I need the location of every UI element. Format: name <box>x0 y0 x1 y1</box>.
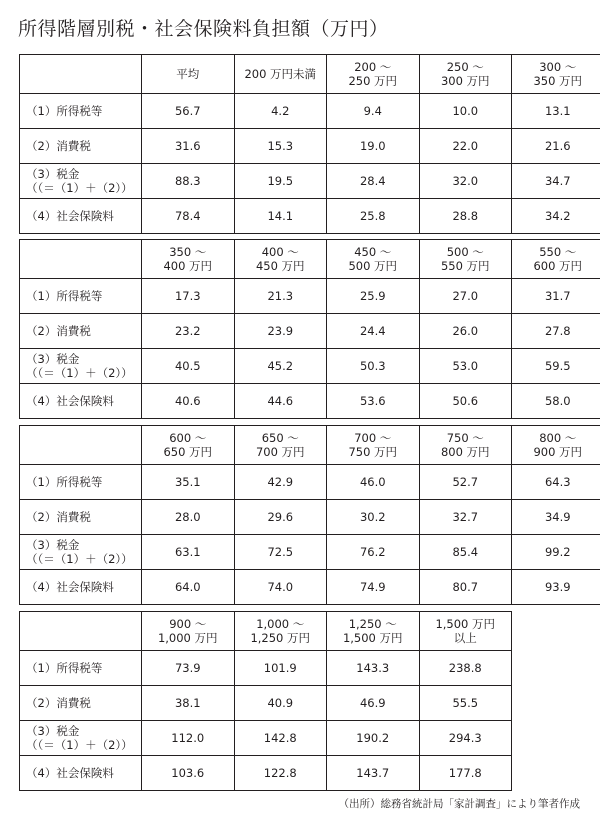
value-cell: 143.3 <box>327 651 420 686</box>
column-header <box>234 426 327 465</box>
value-cell: 40.9 <box>234 686 327 721</box>
row-label: （1）所得税等 <box>20 651 142 686</box>
row-label: （4）社会保険料 <box>20 756 142 791</box>
row-label: （2）消費税 <box>20 129 142 164</box>
column-header-line: 1,500 万円 <box>342 631 403 645</box>
column-header-line: 1,500 万円 <box>435 617 496 631</box>
row-label-line: （（＝（1）＋（2）） <box>26 552 133 566</box>
row-label <box>20 164 142 199</box>
column-header-line: 以上 <box>453 631 477 645</box>
column-header <box>142 612 235 651</box>
row-label <box>20 349 142 384</box>
value-cell: 64.3 <box>512 465 600 500</box>
value-cell: 46.0 <box>327 465 420 500</box>
row-label-line: （（＝（1）＋（2）） <box>26 738 133 752</box>
value-cell: 122.8 <box>234 756 327 791</box>
column-header-line: 900 万円 <box>533 445 583 459</box>
column-header-line: 750 〜 <box>446 431 484 445</box>
column-header <box>327 612 420 651</box>
value-cell: 28.8 <box>419 199 512 234</box>
table-row <box>20 199 600 234</box>
table-row <box>20 686 512 721</box>
column-header <box>327 426 420 465</box>
value-cell: 85.4 <box>419 535 512 570</box>
value-cell: 13.1 <box>512 94 600 129</box>
value-cell: 177.8 <box>419 756 512 791</box>
value-cell: 99.2 <box>512 535 600 570</box>
table-row <box>20 535 600 570</box>
value-cell: 190.2 <box>327 721 420 756</box>
column-header-line: 800 〜 <box>539 431 577 445</box>
row-label: （2）消費税 <box>20 500 142 535</box>
table-row <box>20 94 600 129</box>
value-cell: 101.9 <box>234 651 327 686</box>
column-header <box>234 612 327 651</box>
table-row <box>20 384 600 419</box>
row-label <box>20 535 142 570</box>
value-cell: 80.7 <box>419 570 512 605</box>
value-cell: 17.3 <box>142 279 235 314</box>
value-cell: 26.0 <box>419 314 512 349</box>
value-cell: 59.5 <box>512 349 600 384</box>
value-cell: 19.0 <box>327 129 420 164</box>
column-header-line: 平均 <box>176 67 200 81</box>
value-cell: 15.3 <box>234 129 327 164</box>
table-row <box>20 721 512 756</box>
value-cell: 40.5 <box>142 349 235 384</box>
column-header-line: 450 〜 <box>354 245 392 259</box>
row-label: （1）所得税等 <box>20 279 142 314</box>
column-header-line: 650 万円 <box>163 445 213 459</box>
column-header <box>419 612 512 651</box>
column-header-line: 550 万円 <box>440 259 490 273</box>
table-row <box>20 279 600 314</box>
value-cell: 34.2 <box>512 199 600 234</box>
income-table-1 <box>19 54 600 234</box>
column-header-line: 600 万円 <box>533 259 583 273</box>
column-header <box>327 55 420 94</box>
column-header <box>512 426 600 465</box>
value-cell: 4.2 <box>234 94 327 129</box>
column-header <box>419 55 512 94</box>
value-cell: 27.8 <box>512 314 600 349</box>
row-label-line: （（＝（1）＋（2）） <box>26 366 133 380</box>
row-label: （1）所得税等 <box>20 465 142 500</box>
table-row <box>20 314 600 349</box>
value-cell: 73.9 <box>142 651 235 686</box>
row-label: （1）所得税等 <box>20 94 142 129</box>
value-cell: 294.3 <box>419 721 512 756</box>
column-header-line: 650 〜 <box>261 431 299 445</box>
column-header <box>142 426 235 465</box>
value-cell: 30.2 <box>327 500 420 535</box>
value-cell: 19.5 <box>234 164 327 199</box>
value-cell: 53.6 <box>327 384 420 419</box>
column-header <box>142 55 235 94</box>
page-title: 所得階層別税・社会保険料負担額（万円） <box>18 18 389 40</box>
value-cell: 238.8 <box>419 651 512 686</box>
table-row <box>20 570 600 605</box>
row-label-line: （（＝（1）＋（2）） <box>26 181 133 195</box>
column-header <box>234 55 327 94</box>
row-label <box>20 721 142 756</box>
row-label: （2）消費税 <box>20 686 142 721</box>
column-header-line: 300 万円 <box>440 74 490 88</box>
value-cell: 50.6 <box>419 384 512 419</box>
value-cell: 42.9 <box>234 465 327 500</box>
column-header-line: 350 万円 <box>533 74 583 88</box>
value-cell: 31.6 <box>142 129 235 164</box>
corner-cell <box>20 612 142 651</box>
value-cell: 76.2 <box>327 535 420 570</box>
value-cell: 112.0 <box>142 721 235 756</box>
source-note: （出所）総務省統計局「家計調査」により筆者作成 <box>338 798 580 810</box>
value-cell: 40.6 <box>142 384 235 419</box>
column-header-line: 1,250 〜 <box>348 617 397 631</box>
value-cell: 58.0 <box>512 384 600 419</box>
table-row <box>20 651 512 686</box>
column-header-line: 300 〜 <box>539 60 577 74</box>
corner-cell <box>20 426 142 465</box>
column-header-line: 700 万円 <box>255 445 305 459</box>
value-cell: 93.9 <box>512 570 600 605</box>
value-cell: 21.3 <box>234 279 327 314</box>
value-cell: 27.0 <box>419 279 512 314</box>
row-label: （4）社会保険料 <box>20 199 142 234</box>
column-header-line: 450 万円 <box>255 259 305 273</box>
column-header-line: 1,250 万円 <box>250 631 311 645</box>
column-header-line: 700 〜 <box>354 431 392 445</box>
column-header-line: 400 万円 <box>163 259 213 273</box>
column-header-line: 400 〜 <box>261 245 299 259</box>
value-cell: 72.5 <box>234 535 327 570</box>
value-cell: 25.9 <box>327 279 420 314</box>
corner-cell <box>20 55 142 94</box>
value-cell: 63.1 <box>142 535 235 570</box>
column-header-line: 500 万円 <box>348 259 398 273</box>
value-cell: 74.0 <box>234 570 327 605</box>
column-header-line: 250 〜 <box>446 60 484 74</box>
value-cell: 50.3 <box>327 349 420 384</box>
value-cell: 9.4 <box>327 94 420 129</box>
table-row <box>20 500 600 535</box>
column-header-line: 750 万円 <box>348 445 398 459</box>
row-label: （4）社会保険料 <box>20 570 142 605</box>
column-header-line: 1,000 〜 <box>256 617 305 631</box>
value-cell: 78.4 <box>142 199 235 234</box>
column-header-line: 500 〜 <box>446 245 484 259</box>
value-cell: 23.9 <box>234 314 327 349</box>
value-cell: 29.6 <box>234 500 327 535</box>
value-cell: 103.6 <box>142 756 235 791</box>
value-cell: 22.0 <box>419 129 512 164</box>
value-cell: 25.8 <box>327 199 420 234</box>
row-label: （2）消費税 <box>20 314 142 349</box>
column-header <box>419 240 512 279</box>
corner-cell <box>20 240 142 279</box>
value-cell: 34.9 <box>512 500 600 535</box>
value-cell: 10.0 <box>419 94 512 129</box>
value-cell: 31.7 <box>512 279 600 314</box>
column-header-line: 600 〜 <box>169 431 207 445</box>
column-header-line: 250 万円 <box>348 74 398 88</box>
table-row <box>20 129 600 164</box>
column-header-line: 550 〜 <box>539 245 577 259</box>
row-label-line: （3）税金 <box>26 167 80 181</box>
value-cell: 28.4 <box>327 164 420 199</box>
table-row <box>20 465 600 500</box>
column-header <box>142 240 235 279</box>
value-cell: 21.6 <box>512 129 600 164</box>
row-label-line: （3）税金 <box>26 724 80 738</box>
value-cell: 55.5 <box>419 686 512 721</box>
column-header-line: 1,000 万円 <box>157 631 218 645</box>
value-cell: 143.7 <box>327 756 420 791</box>
column-header <box>327 240 420 279</box>
value-cell: 34.7 <box>512 164 600 199</box>
income-table-3 <box>19 425 600 605</box>
column-header-line: 350 〜 <box>169 245 207 259</box>
value-cell: 142.8 <box>234 721 327 756</box>
income-table-2 <box>19 239 600 419</box>
row-label-line: （3）税金 <box>26 352 80 366</box>
column-header <box>512 55 600 94</box>
value-cell: 32.0 <box>419 164 512 199</box>
column-header-line: 900 〜 <box>169 617 207 631</box>
value-cell: 88.3 <box>142 164 235 199</box>
column-header <box>234 240 327 279</box>
value-cell: 45.2 <box>234 349 327 384</box>
income-table-4 <box>19 611 512 791</box>
row-label-line: （3）税金 <box>26 538 80 552</box>
table-row <box>20 164 600 199</box>
table-row <box>20 349 600 384</box>
table-row <box>20 756 512 791</box>
column-header-line: 200 万円未満 <box>244 67 317 81</box>
value-cell: 52.7 <box>419 465 512 500</box>
value-cell: 32.7 <box>419 500 512 535</box>
value-cell: 64.0 <box>142 570 235 605</box>
value-cell: 53.0 <box>419 349 512 384</box>
column-header <box>419 426 512 465</box>
value-cell: 24.4 <box>327 314 420 349</box>
column-header <box>512 240 600 279</box>
value-cell: 56.7 <box>142 94 235 129</box>
value-cell: 23.2 <box>142 314 235 349</box>
value-cell: 46.9 <box>327 686 420 721</box>
value-cell: 35.1 <box>142 465 235 500</box>
column-header-line: 800 万円 <box>440 445 490 459</box>
value-cell: 44.6 <box>234 384 327 419</box>
row-label: （4）社会保険料 <box>20 384 142 419</box>
value-cell: 14.1 <box>234 199 327 234</box>
value-cell: 74.9 <box>327 570 420 605</box>
value-cell: 38.1 <box>142 686 235 721</box>
column-header-line: 200 〜 <box>354 60 392 74</box>
value-cell: 28.0 <box>142 500 235 535</box>
